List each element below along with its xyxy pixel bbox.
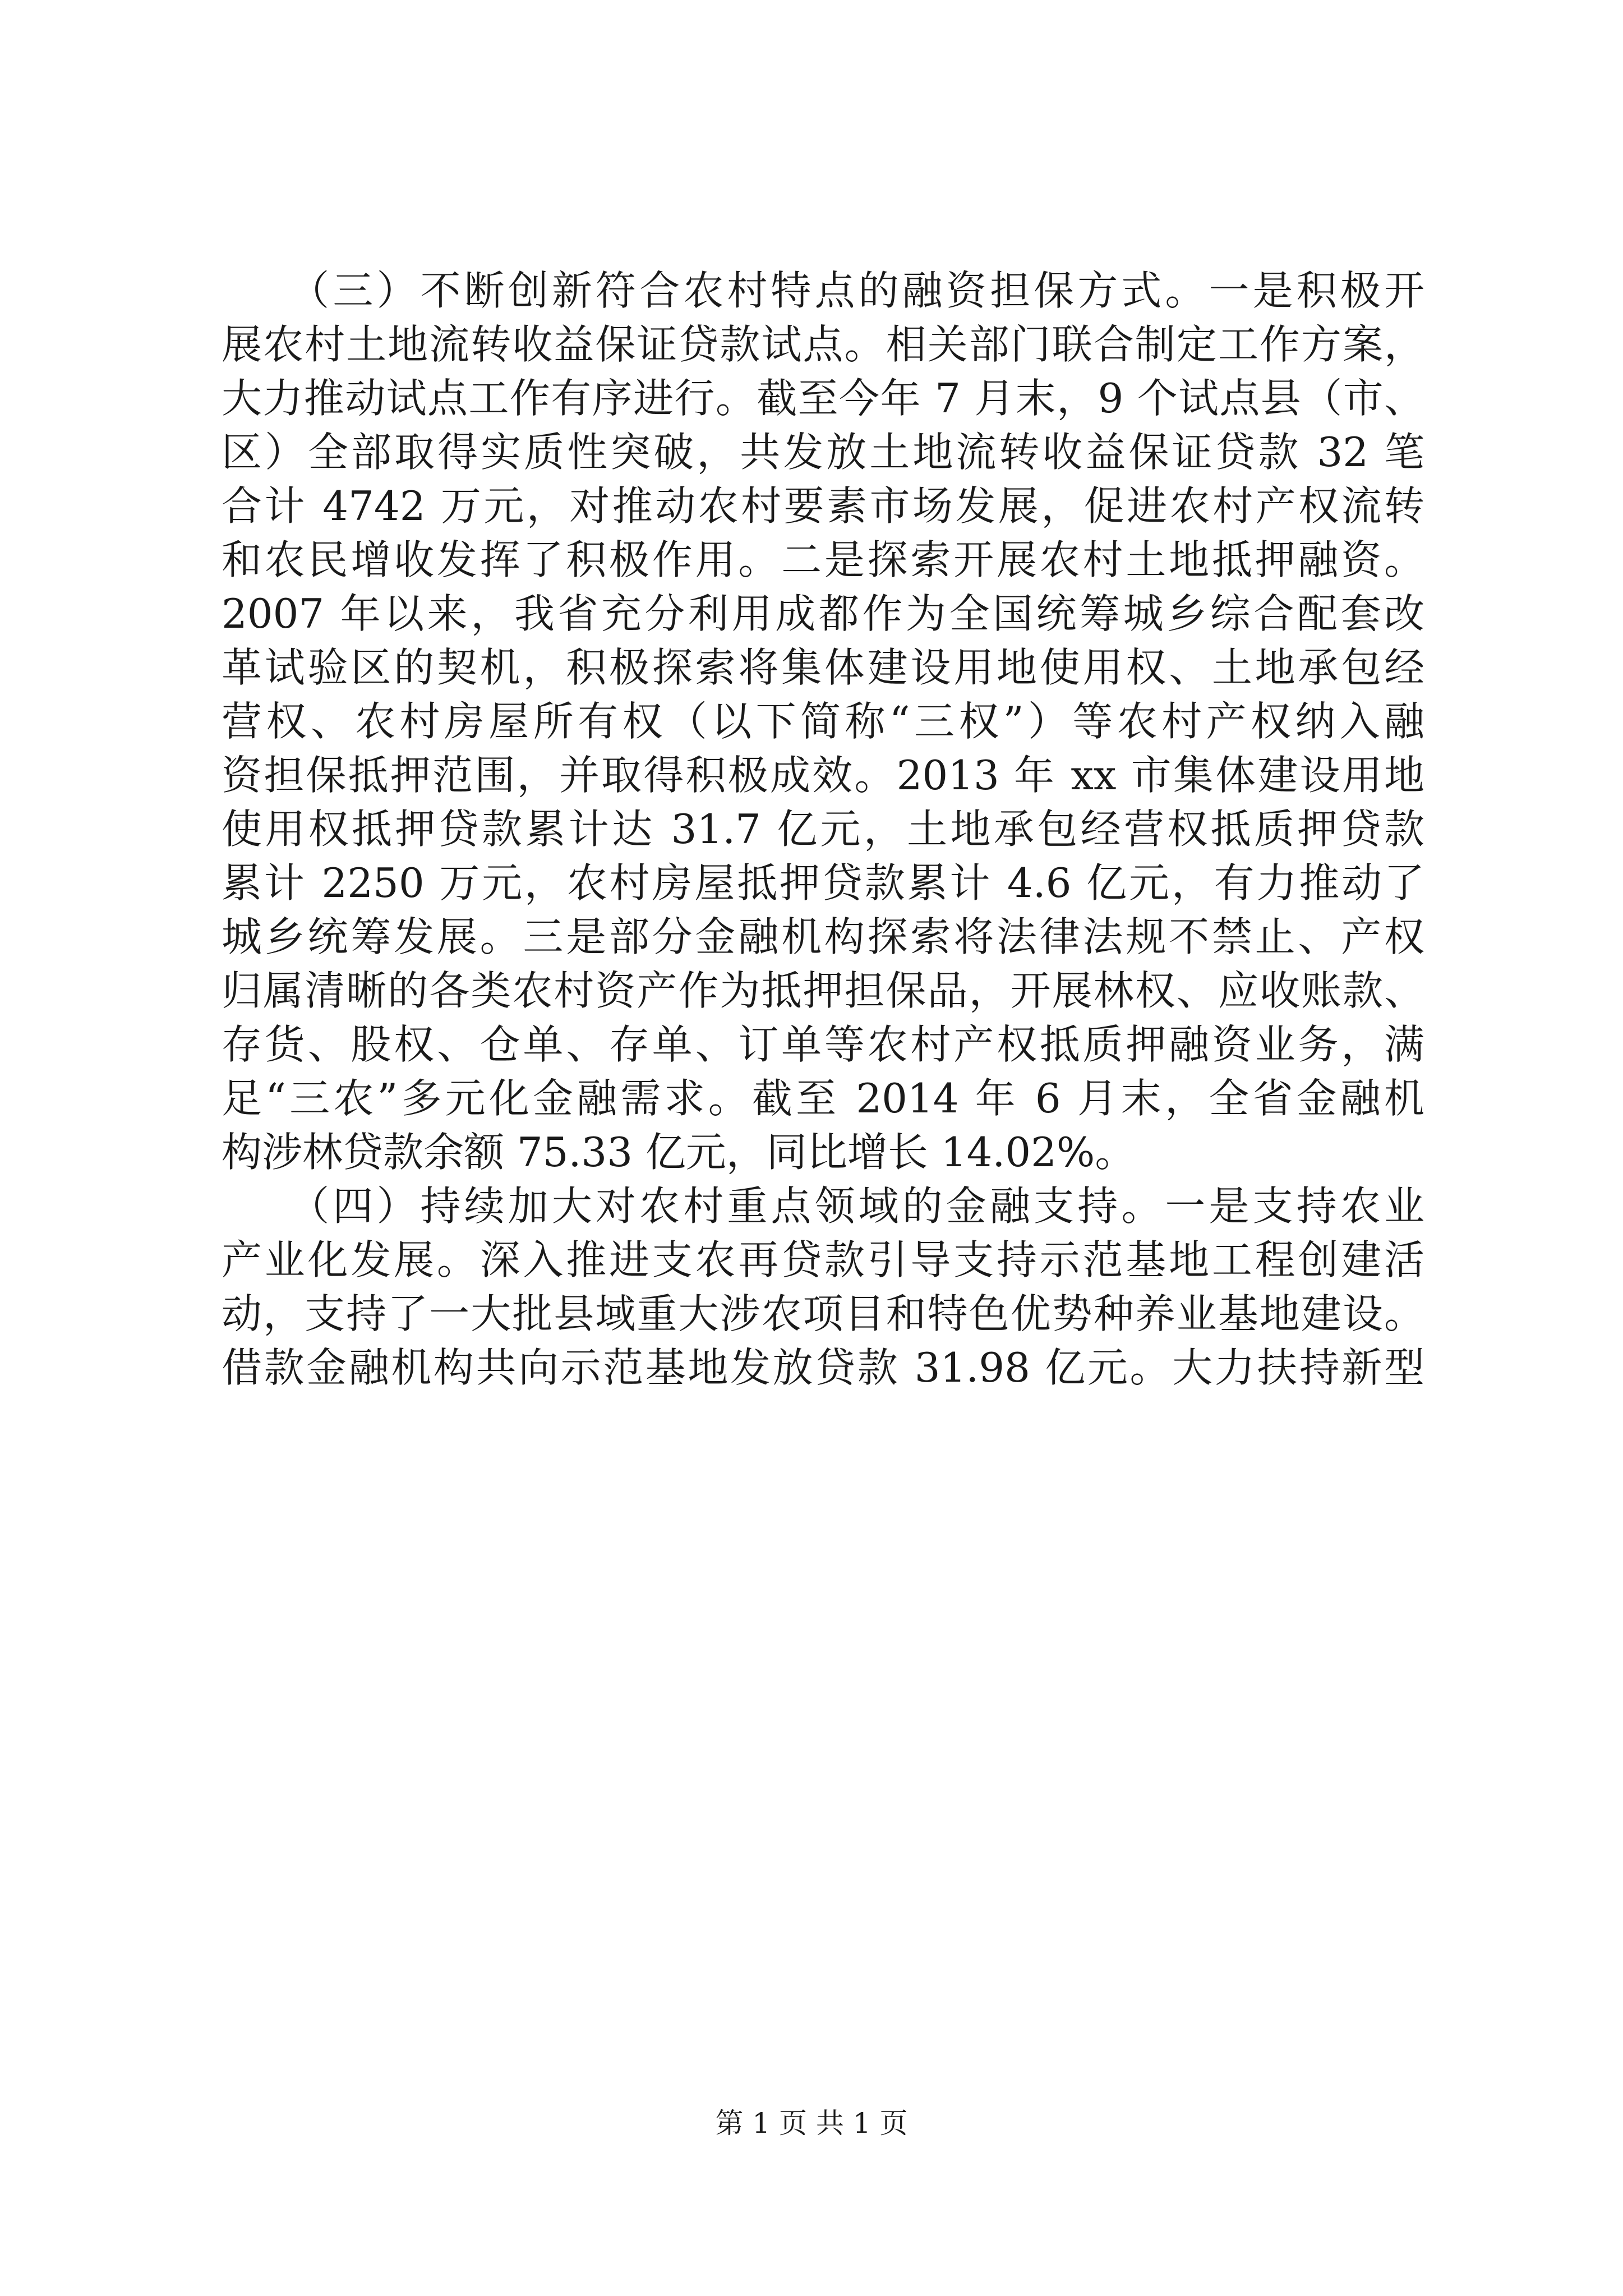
text-line: 城乡统筹发展。三是部分金融机构探索将法律法规不禁止、产权	[222, 913, 1424, 960]
text-line: （四）持续加大对农村重点领域的金融支持。一是支持农业	[222, 1182, 1424, 1230]
text-line: 合计 4742 万元，对推动农村要素市场发展，促进农村产权流转	[222, 482, 1424, 530]
text-line: 动，支持了一大批县域重大涉农项目和特色优势种养业基地建设。	[222, 1290, 1424, 1337]
text-line: 使用权抵押贷款累计达 31.7 亿元，土地承包经营权抵质押贷款	[222, 806, 1424, 853]
text-line: 累计 2250 万元，农村房屋抵押贷款累计 4.6 亿元，有力推动了	[222, 859, 1424, 907]
page-number-footer: 第 1 页 共 1 页	[715, 2107, 908, 2139]
text-line: 2007 年以来，我省充分利用成都作为全国统筹城乡综合配套改	[222, 590, 1424, 637]
text-line: 和农民增收发挥了积极作用。二是探索开展农村土地抵押融资。	[222, 536, 1424, 583]
text-line: 大力推动试点工作有序进行。截至今年 7 月末，9 个试点县（市、	[222, 375, 1424, 422]
text-line: 营权、农村房屋所有权（以下简称“三权”）等农村产权纳入融	[222, 698, 1424, 745]
text-line: 构涉林贷款余额 75.33 亿元，同比增长 14.02%。	[222, 1129, 1136, 1176]
text-line: 归属清晰的各类农村资产作为抵押担保品，开展林权、应收账款、	[222, 967, 1424, 1014]
text-line: 展农村土地流转收益保证贷款试点。相关部门联合制定工作方案，	[222, 321, 1424, 368]
text-line: 借款金融机构共向示范基地发放贷款 31.98 亿元。大力扶持新型	[222, 1344, 1424, 1391]
document-body	[222, 264, 1424, 1395]
text-line: 革试验区的契机，积极探索将集体建设用地使用权、土地承包经	[222, 644, 1424, 691]
text-line: 存货、股权、仓单、存单、订单等农村产权抵质押融资业务，满	[222, 1021, 1424, 1068]
text-line: （三）不断创新符合农村特点的融资担保方式。一是积极开	[222, 267, 1424, 314]
text-line: 足“三农”多元化金融需求。截至 2014 年 6 月末，全省金融机	[222, 1075, 1424, 1122]
text-line: 产业化发展。深入推进支农再贷款引导支持示范基地工程创建活	[222, 1236, 1424, 1283]
text-line: 区）全部取得实质性突破，共发放土地流转收益保证贷款 32 笔	[222, 429, 1424, 476]
text-line: 资担保抵押范围，并取得积极成效。2013 年 xx 市集体建设用地	[222, 752, 1424, 799]
